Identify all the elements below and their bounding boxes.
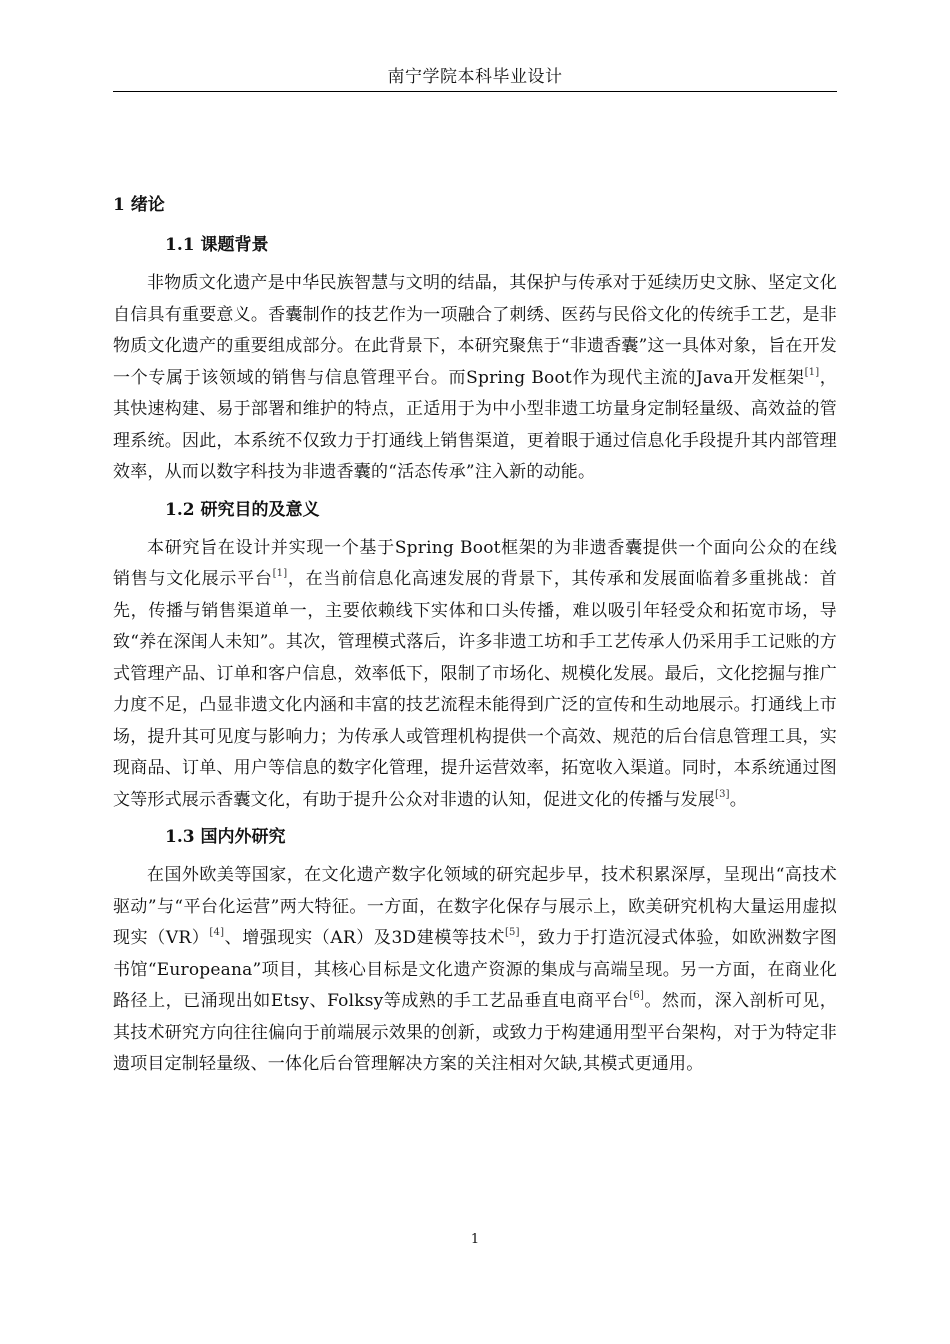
text-run: ，致力于打造沉浸式体验，如欧洲数字图书馆“Europeana”项目，其核心目标是文化遗产资源的集成与高端呈现。另一方面，在商业化路径上，已涌现出如Etsy、Folksy等成熟的手工艺品垂直电商平台 <box>113 928 838 1011</box>
text-run: 、增强现实（AR）及3D建模等技术 <box>224 928 505 948</box>
text-run: ，其快速构建、易于部署和维护的特点，正适用于为中小型非遗工坊量身定制轻量级、高效益的管理系统。因此，本系统不仅致力于打通线上销售渠道，更着眼于通过信息化手段提升其内部管理效率，从而以数字科技为非遗香囊的“活态传承”注入新的动能。 <box>113 367 838 482</box>
text-run: 。然而，深入剖析可见，其技术研究方向往往偏向于前端展示效果的创新，或致力于构建通用型平台架构，对于为特定非遗项目定制轻量级、一体化后台管理解决方案的关注相对欠缺,其模式更通用。 <box>113 991 837 1074</box>
section-paragraph <box>113 533 837 817</box>
section-heading: 1.3 国内外研究 <box>165 827 286 847</box>
citation-mark: [1] <box>272 568 288 579</box>
text-run: 在国外欧美等国家，在文化遗产数字化领域的研究起步早，技术积累深厚，呈现出“高技术驱动”与“平台化运营”两大特征。一方面，在数字化保存与展示上，欧美研究机构大量运用虚拟现实（VR） <box>113 865 837 948</box>
chapter-heading: 1 绪论 <box>113 195 165 215</box>
text-run: ，在当前信息化高速发展的背景下，其传承和发展面临着多重挑战：首先，传播与销售渠道单一，主要依赖线下实体和口头传播，难以吸引年轻受众和拓宽市场，导致“养在深闺人未知”。其次，管理模式落后，许多非遗工坊和手工艺传承人仍采用手工记账的方式管理产品、订单和客户信息，效率低下，限制了市场化、规模化发展。最后，文化挖掘与推广力度不足，凸显非遗文化内涵和丰富的技艺流程未能得到广泛的宣传和生动地展示。打通线上市场，提升其可见度与影响力；为传承人或管理机构提供一个高效、规范的后台信息管理工具，实现商品、订单、用户等信息的数字化管理，提升运营效率，拓宽收入渠道。同时，本系统通过图文等形式展示香囊文化，有助于提升公众对非遗的认知，促进文化的传播与发展 <box>113 569 837 810</box>
citation-mark: [4] <box>209 927 225 938</box>
citation-mark: [1] <box>804 366 820 378</box>
section-paragraph <box>113 860 837 1081</box>
section-heading: 1.1 课题背景 <box>165 235 269 255</box>
section-paragraph <box>113 268 837 489</box>
page-number: 1 <box>470 1232 480 1247</box>
citation-mark: [6] <box>629 990 645 1001</box>
citation-mark: [5] <box>504 927 520 938</box>
section-heading: 1.2 研究目的及意义 <box>165 499 320 520</box>
text-run: 。 <box>729 789 747 810</box>
citation-mark: [3] <box>715 788 730 800</box>
page-header: 南宁学院本科毕业设计 <box>387 67 563 87</box>
text-run: 本研究旨在设计并实现一个基于Spring Boot框架的为非遗香囊提供一个面向公众的在线销售与文化展示平台 <box>113 537 837 589</box>
body-content <box>113 190 837 1087</box>
text-run: 非物质文化遗产是中华民族智慧与文明的结晶，其保护与传承对于延续历史文脉、坚定文化自信具有重要意义。香囊制作的技艺作为一项融合了刺绣、医药与民俗文化的传统手工艺，是非物质文化遗产的重要组成部分。在此背景下，本研究聚焦于“非遗香囊”这一具体对象，旨在开发一个专属于该领域的销售与信息管理平台。而Spring Boot作为现代主流的Java开发框架 <box>113 273 837 388</box>
header-rule <box>113 91 837 92</box>
